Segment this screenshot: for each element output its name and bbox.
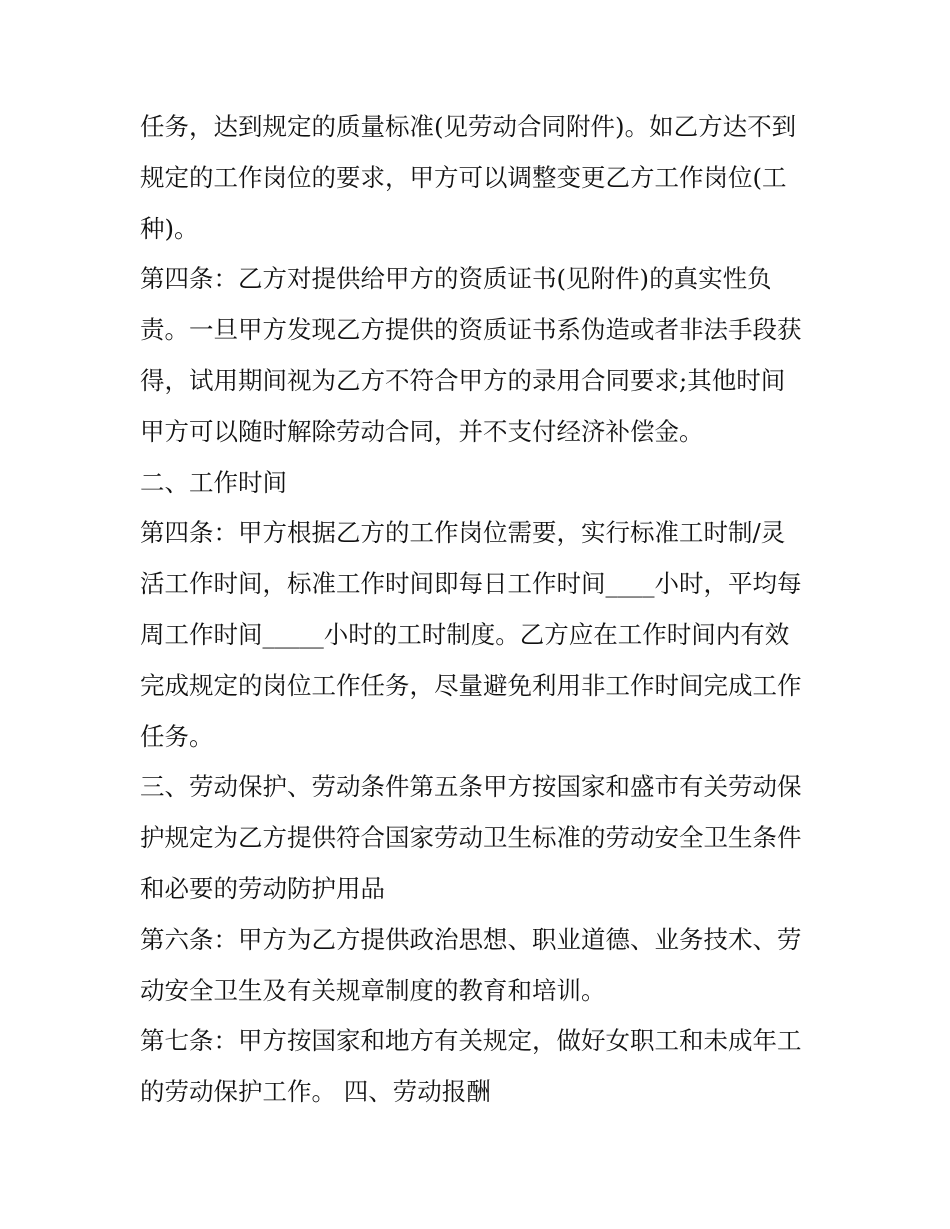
text-line: 周工作时间_____小时的工时制度。乙方应在工作时间内有效 xyxy=(140,619,790,649)
text-line: 规定的工作岗位的要求，甲方可以调整变更乙方工作岗位(工 xyxy=(140,162,787,192)
text-line: 护规定为乙方提供符合国家劳动卫生标准的劳动安全卫生条件 xyxy=(140,823,802,853)
text-line: 的劳动保护工作。 四、劳动报酬 xyxy=(140,1077,491,1107)
article-4-line: 第四条：乙方对提供给甲方的资质证书(见附件)的真实性负 xyxy=(140,264,772,294)
text-line: 和必要的劳动防护用品 xyxy=(140,873,385,903)
text-line: 种)。 xyxy=(140,213,199,243)
article-6-line: 第六条：甲方为乙方提供政治思想、职业道德、业务技术、劳 xyxy=(140,924,802,954)
section-heading-work-time: 二、工作时间 xyxy=(140,467,287,497)
section-heading-labor-protection: 三、劳动保护、劳动条件第五条甲方按国家和盛市有关劳动保 xyxy=(140,772,802,802)
text-line: 动安全卫生及有关规章制度的教育和培训。 xyxy=(140,975,606,1005)
text-line: 任务。 xyxy=(140,721,214,751)
text-line: 责。一旦甲方发现乙方提供的资质证书系伪造或者非法手段获 xyxy=(140,315,802,345)
text-line: 甲方可以随时解除劳动合同，并不支付经济补偿金。 xyxy=(140,416,704,446)
article-7-line: 第七条：甲方按国家和地方有关规定，做好女职工和未成年工 xyxy=(140,1026,802,1056)
text-line: 任务，达到规定的质量标准(见劳动合同附件)。如乙方达不到 xyxy=(140,112,797,141)
text-line: 得，试用期间视为乙方不符合甲方的录用合同要求;其他时间 xyxy=(140,365,786,395)
document-body xyxy=(140,102,830,1118)
text-line: 完成规定的岗位工作任务，尽量避免利用非工作时间完成工作 xyxy=(140,670,802,700)
article-4-work-time-line: 第四条：甲方根据乙方的工作岗位需要，实行标准工时制/灵 xyxy=(140,518,786,548)
text-line: 活工作时间，标准工作时间即每日工作时间____小时，平均每 xyxy=(140,569,802,599)
